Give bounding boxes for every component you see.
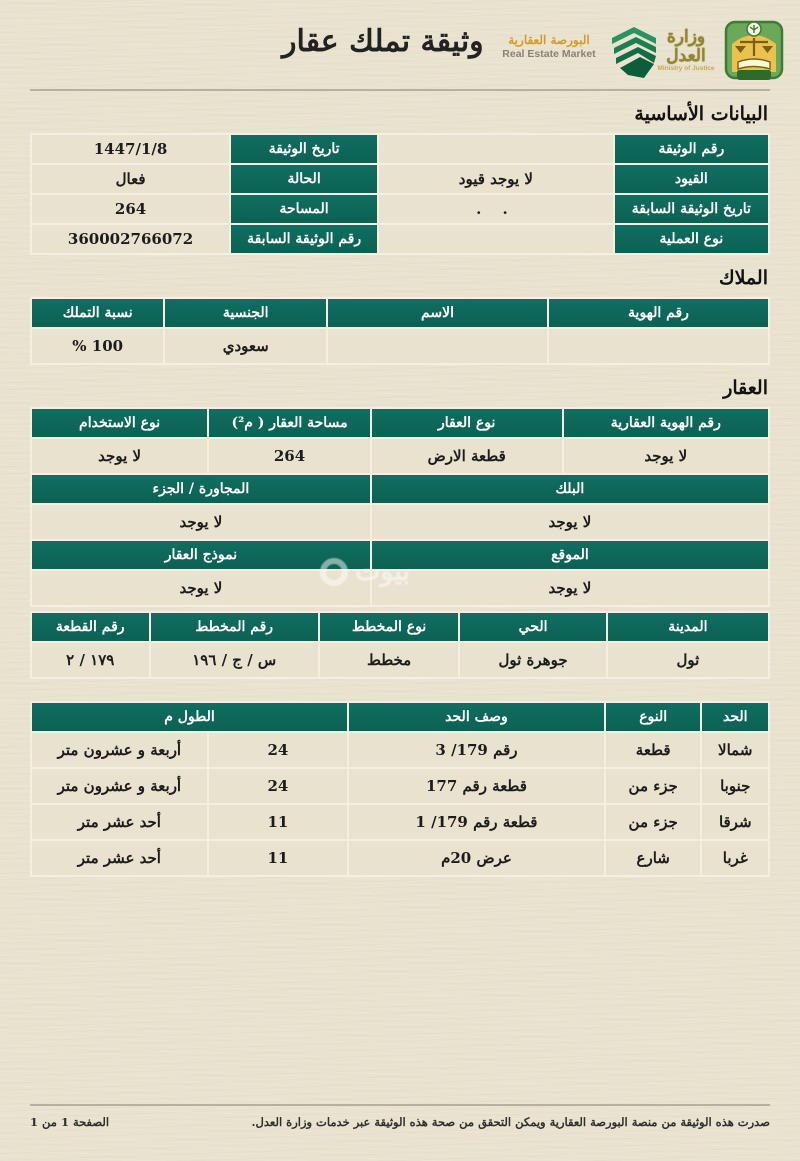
column-header-city: المدينة: [608, 613, 768, 641]
watermark-text: بيوت: [355, 556, 411, 587]
column-header-district: الحي: [460, 613, 606, 641]
value-owner-id: [549, 329, 768, 363]
section-heading-basic-data: البيانات الأساسية: [634, 103, 768, 125]
value-boundary-west-length: 11: [209, 841, 347, 875]
value-location: لا يوجد: [372, 571, 768, 605]
column-header-boundary-type: النوع: [606, 703, 701, 731]
document-header: [30, 0, 770, 91]
column-header-property-model: نموذج العقار: [32, 541, 370, 569]
value-boundary-east-length-text: أحد عشر متر: [32, 805, 207, 839]
value-status: فعال: [32, 165, 229, 193]
value-plan-type: مخطط: [320, 643, 458, 677]
value-plot-number: ١٧٩ / ٢: [32, 643, 149, 677]
table-header-row: [32, 299, 768, 327]
table-row: [32, 165, 768, 193]
table-row: [32, 505, 768, 539]
ministry-of-justice-emblem-icon: [724, 18, 784, 84]
owners-table: [30, 297, 770, 365]
table-row: [32, 643, 768, 677]
label-area: المساحة: [231, 195, 377, 223]
table-header-row: [32, 703, 768, 731]
value-boundary-east: شرقا: [702, 805, 768, 839]
value-document-number: [379, 135, 613, 163]
value-neighboring-part: لا يوجد: [32, 505, 370, 539]
real-estate-market-wordmark: [494, 33, 604, 61]
value-boundary-east-length: 11: [209, 805, 347, 839]
ministry-of-justice-name-en: Ministry of Justice: [657, 65, 715, 73]
value-boundary-east-type: جزء من: [606, 805, 701, 839]
property-table-plan: [30, 611, 770, 679]
table-row: [32, 439, 768, 473]
column-header-plot-number: رقم القطعة: [32, 613, 149, 641]
value-district: جوهرة ثول: [460, 643, 606, 677]
column-header-owner-name: الاسم: [328, 299, 547, 327]
label-restrictions: القيود: [615, 165, 768, 193]
column-header-boundary: الحد: [702, 703, 768, 731]
value-boundary-north-length-text: أربعة و عشرون متر: [32, 733, 207, 767]
table-row: [32, 195, 768, 223]
section-heading-owners: الملاك: [718, 267, 768, 289]
value-boundary-north-type: قطعة: [606, 733, 701, 767]
boundaries-table: [30, 701, 770, 877]
value-boundary-west-description: عرض 20م: [349, 841, 604, 875]
value-previous-document-date: . .: [379, 195, 613, 223]
value-boundary-north: شمالا: [702, 733, 768, 767]
value-operation-type: [379, 225, 613, 253]
value-boundary-north-length: 24: [209, 733, 347, 767]
footer-page-number: الصفحة 1 من 1: [30, 1115, 110, 1129]
value-boundary-south: جنوبا: [702, 769, 768, 803]
watermark-ring-icon: [320, 558, 348, 586]
label-document-date: تاريخ الوثيقة: [231, 135, 377, 163]
value-boundary-west: غربا: [702, 841, 768, 875]
basic-data-table: [30, 133, 770, 255]
column-header-ownership-percent: نسبة التملك: [32, 299, 163, 327]
column-header-property-id: رقم الهوية العقارية: [564, 409, 768, 437]
table-row: [32, 329, 768, 363]
value-property-type: قطعة الارض: [372, 439, 562, 473]
watermark: [320, 556, 410, 587]
real-estate-market-name-en: Real Estate Market: [502, 48, 596, 60]
document-footer: [30, 1104, 770, 1129]
label-document-number: رقم الوثيقة: [615, 135, 768, 163]
value-document-date: 1447/1/8: [32, 135, 229, 163]
value-boundary-south-type: جزء من: [606, 769, 701, 803]
column-header-block: البلك: [372, 475, 768, 503]
column-header-owner-id: رقم الهوية: [549, 299, 768, 327]
value-property-id: لا يوجد: [564, 439, 768, 473]
value-area: 264: [32, 195, 229, 223]
ministry-of-justice-wordmark: [652, 28, 720, 73]
column-header-property-area: مساحة العقار ( م²): [209, 409, 370, 437]
page-title: وثيقة تملك عقار: [282, 24, 484, 59]
label-previous-document-number: رقم الوثيقة السابقة: [231, 225, 377, 253]
table-header-row: [32, 475, 768, 503]
column-header-plan-type: نوع المخطط: [320, 613, 458, 641]
column-header-nationality: الجنسية: [165, 299, 326, 327]
table-row: [32, 135, 768, 163]
value-owner-name: [328, 329, 547, 363]
table-row: [32, 841, 768, 875]
table-row: [32, 769, 768, 803]
footer-note: صدرت هذه الوثيقة من منصة البورصة العقارية ويمكن التحقق من صحة هذه الوثيقة عبر خدمات وزارة العدل.: [251, 1115, 770, 1129]
column-header-property-type: نوع العقار: [372, 409, 562, 437]
table-row: [32, 733, 768, 767]
label-operation-type: نوع العملية: [615, 225, 768, 253]
section-heading-property: العقار: [723, 377, 768, 399]
value-city: ثول: [608, 643, 768, 677]
column-header-neighboring-part: المجاورة / الجزء: [32, 475, 370, 503]
value-previous-document-number: 360002766072: [32, 225, 229, 253]
value-boundary-south-length: 24: [209, 769, 347, 803]
column-header-plan-number: رقم المخطط: [151, 613, 318, 641]
column-header-boundary-description: وصف الحد: [349, 703, 604, 731]
value-property-area: 264: [209, 439, 370, 473]
value-boundary-west-length-text: أحد عشر متر: [32, 841, 207, 875]
ministry-of-justice-name-ar: وزارة العدل: [666, 27, 706, 66]
value-boundary-east-description: قطعة رقم 179/ 1: [349, 805, 604, 839]
value-ownership-percent: 100 %: [32, 329, 163, 363]
value-restrictions: لا يوجد قيود: [379, 165, 613, 193]
column-header-length-m: الطول م: [32, 703, 347, 731]
value-usage-type: لا يوجد: [32, 439, 207, 473]
column-header-usage-type: نوع الاستخدام: [32, 409, 207, 437]
label-status: الحالة: [231, 165, 377, 193]
value-nationality: سعودي: [165, 329, 326, 363]
value-boundary-west-type: شارع: [606, 841, 701, 875]
label-previous-document-date: تاريخ الوثيقة السابقة: [615, 195, 768, 223]
value-plan-number: س / ج / ١٩٦: [151, 643, 318, 677]
table-row: [32, 225, 768, 253]
value-boundary-south-length-text: أربعة و عشرون متر: [32, 769, 207, 803]
column-header-location: الموقع: [372, 541, 768, 569]
real-estate-market-name-ar: البورصة العقارية: [508, 33, 590, 47]
value-property-model: لا يوجد: [32, 571, 370, 605]
value-block: لا يوجد: [372, 505, 768, 539]
table-header-row: [32, 409, 768, 437]
table-row: [32, 805, 768, 839]
value-boundary-south-description: قطعة رقم 177: [349, 769, 604, 803]
table-header-row: [32, 613, 768, 641]
value-boundary-north-description: رقم 179/ 3: [349, 733, 604, 767]
